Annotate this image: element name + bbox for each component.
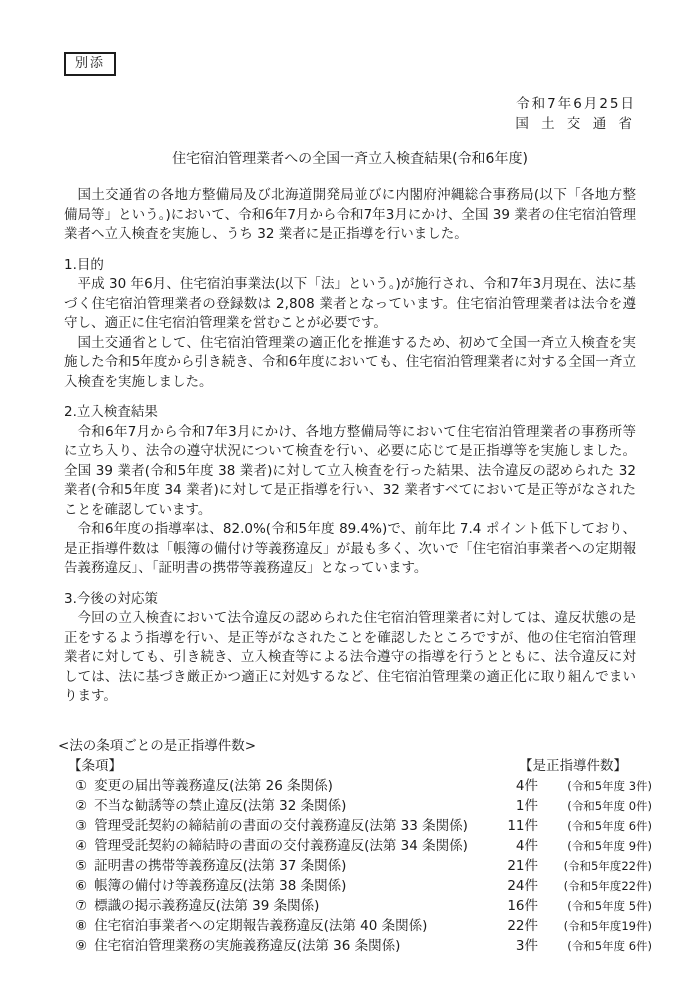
violation-row-count: 1件 [515, 797, 538, 814]
section-heading: 2.立入検査結果 [64, 404, 158, 420]
violation-row-label: 証明書の携帯等義務違反(法第 37 条関係) [94, 857, 347, 874]
violation-row [75, 936, 652, 956]
section-future-measures [64, 590, 636, 707]
violation-row [75, 796, 652, 816]
violation-row-count: 16件 [507, 897, 538, 914]
violation-row [75, 856, 652, 876]
violation-row-label: 不当な勧誘等の禁止違反(法第 32 条関係) [94, 797, 347, 814]
violation-row [75, 916, 652, 936]
violation-row-count: 24件 [507, 877, 538, 894]
violation-row-label: 変更の届出等義務違反(法第 26 条関係) [94, 777, 333, 794]
violation-row-label: 住宅宿泊管理業務の実施義務違反(法第 36 条関係) [94, 937, 401, 954]
violation-row-label: 管理受託契約の締結前の書面の交付義務違反(法第 33 条関係) [94, 817, 468, 834]
section-paragraph: 国土交通省として、住宅宿泊管理業の適正化を推進するため、初めて全国一斉立入検査を実施した令和5年度から引き続き、令和6年度においても、住宅宿泊管理業者に対する全国一斉立入検査を実施しました。 [64, 334, 636, 390]
violation-row-number: ⑦ [75, 897, 88, 914]
violation-row-prev-count: (令和5年度 5件) [567, 898, 652, 913]
violation-row-count: 11件 [507, 817, 538, 834]
violation-header-clause: 【条項】 [68, 757, 122, 774]
ministry-name: 国 土 交 通 省 [515, 115, 636, 132]
violation-row [75, 876, 652, 896]
violation-row [75, 776, 652, 796]
violation-row-prev-count: (令和5年度19件) [563, 918, 652, 933]
violation-row-number: ⑨ [75, 937, 88, 954]
violation-row-count: 3件 [515, 937, 538, 954]
violation-row-number: ① [75, 777, 88, 794]
violation-row-count: 21件 [507, 857, 538, 874]
violation-row-count: 22件 [507, 917, 538, 934]
violation-row-prev-count: (令和5年度 9件) [567, 838, 652, 853]
violation-row [75, 816, 652, 836]
violation-counts-list [58, 736, 652, 956]
section-heading: 1.目的 [64, 256, 104, 273]
document-title: 住宅宿泊管理業者への全国一斉立入検査結果(令和6年度) [172, 151, 528, 167]
violation-row-label: 帳簿の備付け等義務違反(法第 38 条関係) [94, 877, 347, 894]
section-inspection-results [64, 403, 636, 579]
violation-row-label: 住宅宿泊事業者への定期報告義務違反(法第 40 条関係) [94, 917, 428, 934]
violation-list-title: <法の条項ごとの是正指導件数> [58, 737, 257, 754]
attachment-label: 別添 [75, 56, 106, 71]
violation-row [75, 896, 652, 916]
violation-row-number: ⑧ [75, 917, 88, 934]
section-paragraph: 令和6年度の指導率は、82.0%(令和5年度 89.4%)で、前年比 7.4 ポイント低下しており、是正指導件数は「帳簿の備付け等義務違反」が最も多く、次いで「住宅宿泊事業者への定期報告義務違反」、「証明書の携帯等義務違反」となっています。 [64, 521, 636, 576]
section-paragraph: 令和6年7月から令和7年3月にかけ、各地方整備局等において住宅宿泊管理業者の事務所等に立ち入り、法令の遵守状況について検査を行い、必要に応じて是正指導等を実施しました。全国 39 業者(令和5年度 38 業者)に対して立入検査を行った結果、法令違反の認められた 32 業者(令和5年度 34 業者)に対して是正指導を行い、32 業者すべてにおいて是正等がなされたことを確認しています。 [64, 423, 636, 518]
section-purpose [64, 256, 636, 393]
section-paragraph: 今回の立入検査において法令違反の認められた住宅宿泊管理業者に対しては、違反状態の是正をするよう指導を行い、是正等がなされたことを確認したところですが、他の住宅宿泊管理業者に対しても、引き続き、立入検査等による法令遵守の指導を行うとともに、法令違反に対しては、法に基づき厳正かつ適正に対処するなど、住宅宿泊管理業の適正化に取り組んでまいります。 [64, 610, 636, 704]
lead-paragraph: 国土交通省の各地方整備局及び北海道開発局並びに内閣府沖縄総合事務局(以下「各地方整備局等」という。)において、令和6年7月から令和7年3月にかけ、全国 39 業者の住宅宿泊管理業者へ立入検査を実施し、うち 32 業者に是正指導を行いました。 [64, 187, 636, 242]
document-header-right [64, 95, 636, 134]
violation-header-count: 【是正指導件数】 [519, 757, 627, 774]
violation-row-prev-count: (令和5年度 6件) [567, 818, 652, 833]
violation-row-label: 標識の掲示義務違反(法第 39 条関係) [94, 897, 320, 914]
attachment-label-box [64, 52, 116, 76]
violation-row-number: ⑤ [75, 857, 88, 874]
violation-row-label: 管理受託契約の締結時の書面の交付義務違反(法第 34 条関係) [94, 837, 468, 854]
violation-row-number: ④ [75, 837, 88, 854]
section-paragraph: 平成 30 年6月、住宅宿泊事業法(以下「法」という。)が施行され、令和7年3月現在、法に基づく住宅宿泊管理業者の登録数は 2,808 業者となっています。住宅宿泊管理業者は法令を遵守し、適正に住宅宿泊管理業を営むことが必要です。 [64, 276, 636, 331]
violation-row-count: 4件 [515, 777, 538, 794]
violation-row [75, 836, 652, 856]
violation-row-number: ② [75, 797, 88, 814]
violation-row-prev-count: (令和5年度 3件) [567, 778, 652, 793]
violation-row-count: 4件 [515, 837, 538, 854]
violation-row-prev-count: (令和5年度22件) [563, 858, 652, 873]
violation-row-prev-count: (令和5年度 6件) [567, 938, 652, 953]
section-heading: 3.今後の対応策 [64, 590, 158, 607]
violation-row-prev-count: (令和5年度 0件) [567, 798, 652, 813]
document-date: 令和7年6月25日 [516, 96, 636, 112]
violation-list-header [68, 756, 652, 776]
violation-row-number: ⑥ [75, 877, 88, 894]
violation-row-prev-count: (令和5年度22件) [563, 878, 652, 893]
violation-row-number: ③ [75, 817, 88, 834]
